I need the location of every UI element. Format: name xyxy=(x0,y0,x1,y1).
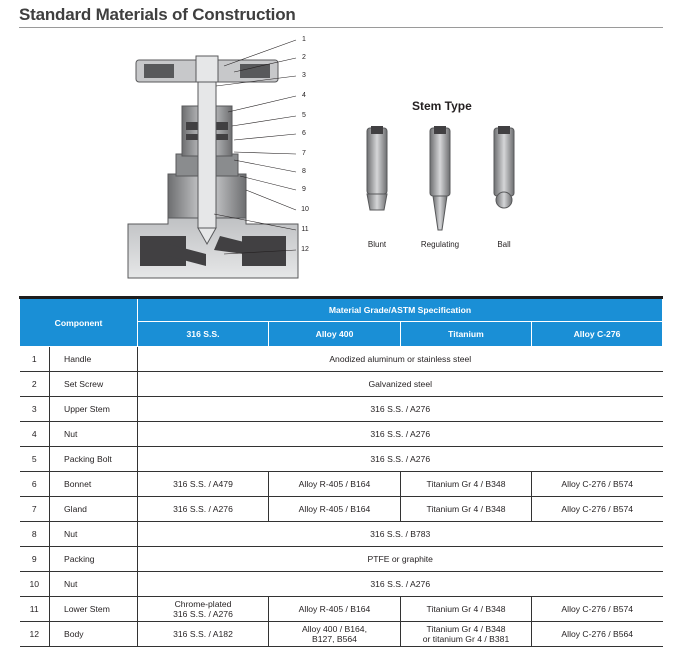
material-line: B127, B564 xyxy=(312,634,357,644)
material-cell: Titanium Gr 4 / B348 xyxy=(401,597,532,622)
row-number: 9 xyxy=(20,547,50,572)
material-cell: Titanium Gr 4 / B348 xyxy=(401,472,532,497)
row-number: 7 xyxy=(20,497,50,522)
component-name: Body xyxy=(50,622,138,647)
row-number: 2 xyxy=(20,372,50,397)
component-name: Lower Stem xyxy=(50,597,138,622)
material-cell: 316 S.S. / B783 xyxy=(138,522,663,547)
component-name: Nut xyxy=(50,522,138,547)
material-line: Alloy 400 / B164, xyxy=(302,624,367,634)
row-number: 10 xyxy=(20,572,50,597)
column-header: Alloy 400 xyxy=(269,322,401,347)
handle xyxy=(136,56,278,82)
row-number: 3 xyxy=(20,397,50,422)
material-line: Chrome-plated xyxy=(174,599,232,609)
material-cell: Alloy R-405 / B164 xyxy=(269,497,401,522)
stem-regulating-illustration xyxy=(430,126,450,230)
callout-12: 12 xyxy=(301,246,309,253)
component-name: Upper Stem xyxy=(50,397,138,422)
table-row xyxy=(20,572,663,597)
material-cell: 316 S.S. / A182 xyxy=(138,622,269,647)
row-number: 1 xyxy=(20,347,50,372)
material-line: 316 S.S. / A276 xyxy=(173,609,233,619)
row-number: 5 xyxy=(20,447,50,472)
row-number: 11 xyxy=(20,597,50,622)
material-cell: 316 S.S. / A276 xyxy=(138,447,663,472)
material-cell: PTFE or graphite xyxy=(138,547,663,572)
callout-10: 10 xyxy=(301,206,309,213)
material-cell xyxy=(269,622,401,647)
stem-blunt-illustration xyxy=(367,126,387,210)
table-row xyxy=(20,597,663,622)
callout-4: 4 xyxy=(302,92,306,99)
table-row xyxy=(20,547,663,572)
column-header: Titanium xyxy=(401,322,532,347)
materials-table xyxy=(19,296,663,647)
table-row xyxy=(20,422,663,447)
table-row xyxy=(20,497,663,522)
callout-8: 8 xyxy=(302,168,306,175)
table-row xyxy=(20,372,663,397)
component-name: Packing Bolt xyxy=(50,447,138,472)
stem-label-ball: Ball xyxy=(497,240,511,249)
page-title: Standard Materials of Construction xyxy=(19,5,296,24)
material-cell: 316 S.S. / A276 xyxy=(138,397,663,422)
material-cell: Alloy R-405 / B164 xyxy=(269,597,401,622)
row-number: 12 xyxy=(20,622,50,647)
title-divider xyxy=(19,27,663,28)
table-row xyxy=(20,622,663,647)
material-cell: 316 S.S. / A276 xyxy=(138,497,269,522)
stem-label-regulating: Regulating xyxy=(420,240,460,249)
spec-header: Material Grade/ASTM Specification xyxy=(138,298,663,322)
material-cell xyxy=(401,622,532,647)
material-cell: 316 S.S. / A276 xyxy=(138,422,663,447)
component-name: Gland xyxy=(50,497,138,522)
material-cell: Galvanized steel xyxy=(138,372,663,397)
table-row xyxy=(20,447,663,472)
component-name: Packing xyxy=(50,547,138,572)
table-row xyxy=(20,522,663,547)
column-header: 316 S.S. xyxy=(138,322,269,347)
column-header: Alloy C-276 xyxy=(532,322,663,347)
stem-type-title: Stem Type xyxy=(412,99,472,113)
callout-2: 2 xyxy=(302,54,306,61)
material-cell: Titanium Gr 4 / B348 xyxy=(401,497,532,522)
material-cell: 316 S.S. / A276 xyxy=(138,572,663,597)
callout-3: 3 xyxy=(302,72,306,79)
material-cell: 316 S.S. / A479 xyxy=(138,472,269,497)
callout-numbers xyxy=(301,36,309,253)
material-cell: Alloy C-276 / B574 xyxy=(532,497,663,522)
material-cell: Alloy R-405 / B164 xyxy=(269,472,401,497)
component-name: Bonnet xyxy=(50,472,138,497)
row-number: 8 xyxy=(20,522,50,547)
component-header: Component xyxy=(20,298,138,347)
callout-9: 9 xyxy=(302,186,306,193)
material-cell xyxy=(138,597,269,622)
material-line: or titanium Gr 4 / B381 xyxy=(422,634,510,644)
row-number: 4 xyxy=(20,422,50,447)
stem-ball-illustration xyxy=(494,126,514,208)
table-row xyxy=(20,472,663,497)
stem-label-blunt: Blunt xyxy=(367,240,387,249)
material-cell: Alloy C-276 / B574 xyxy=(532,472,663,497)
callout-7: 7 xyxy=(302,150,306,157)
component-name: Nut xyxy=(50,572,138,597)
valve-cross-section-diagram xyxy=(0,30,682,292)
component-name: Nut xyxy=(50,422,138,447)
material-cell: Anodized aluminum or stainless steel xyxy=(138,347,663,372)
material-cell: Alloy C-276 / B564 xyxy=(532,622,663,647)
callout-1: 1 xyxy=(302,36,306,43)
component-name: Handle xyxy=(50,347,138,372)
material-cell: Alloy C-276 / B574 xyxy=(532,597,663,622)
callout-11: 11 xyxy=(301,226,309,233)
material-line: Titanium Gr 4 / B348 xyxy=(426,624,506,634)
row-number: 6 xyxy=(20,472,50,497)
table-row xyxy=(20,397,663,422)
component-name: Set Screw xyxy=(50,372,138,397)
table-row xyxy=(20,347,663,372)
callout-5: 5 xyxy=(302,112,306,119)
callout-6: 6 xyxy=(302,130,306,137)
stem xyxy=(198,78,216,244)
